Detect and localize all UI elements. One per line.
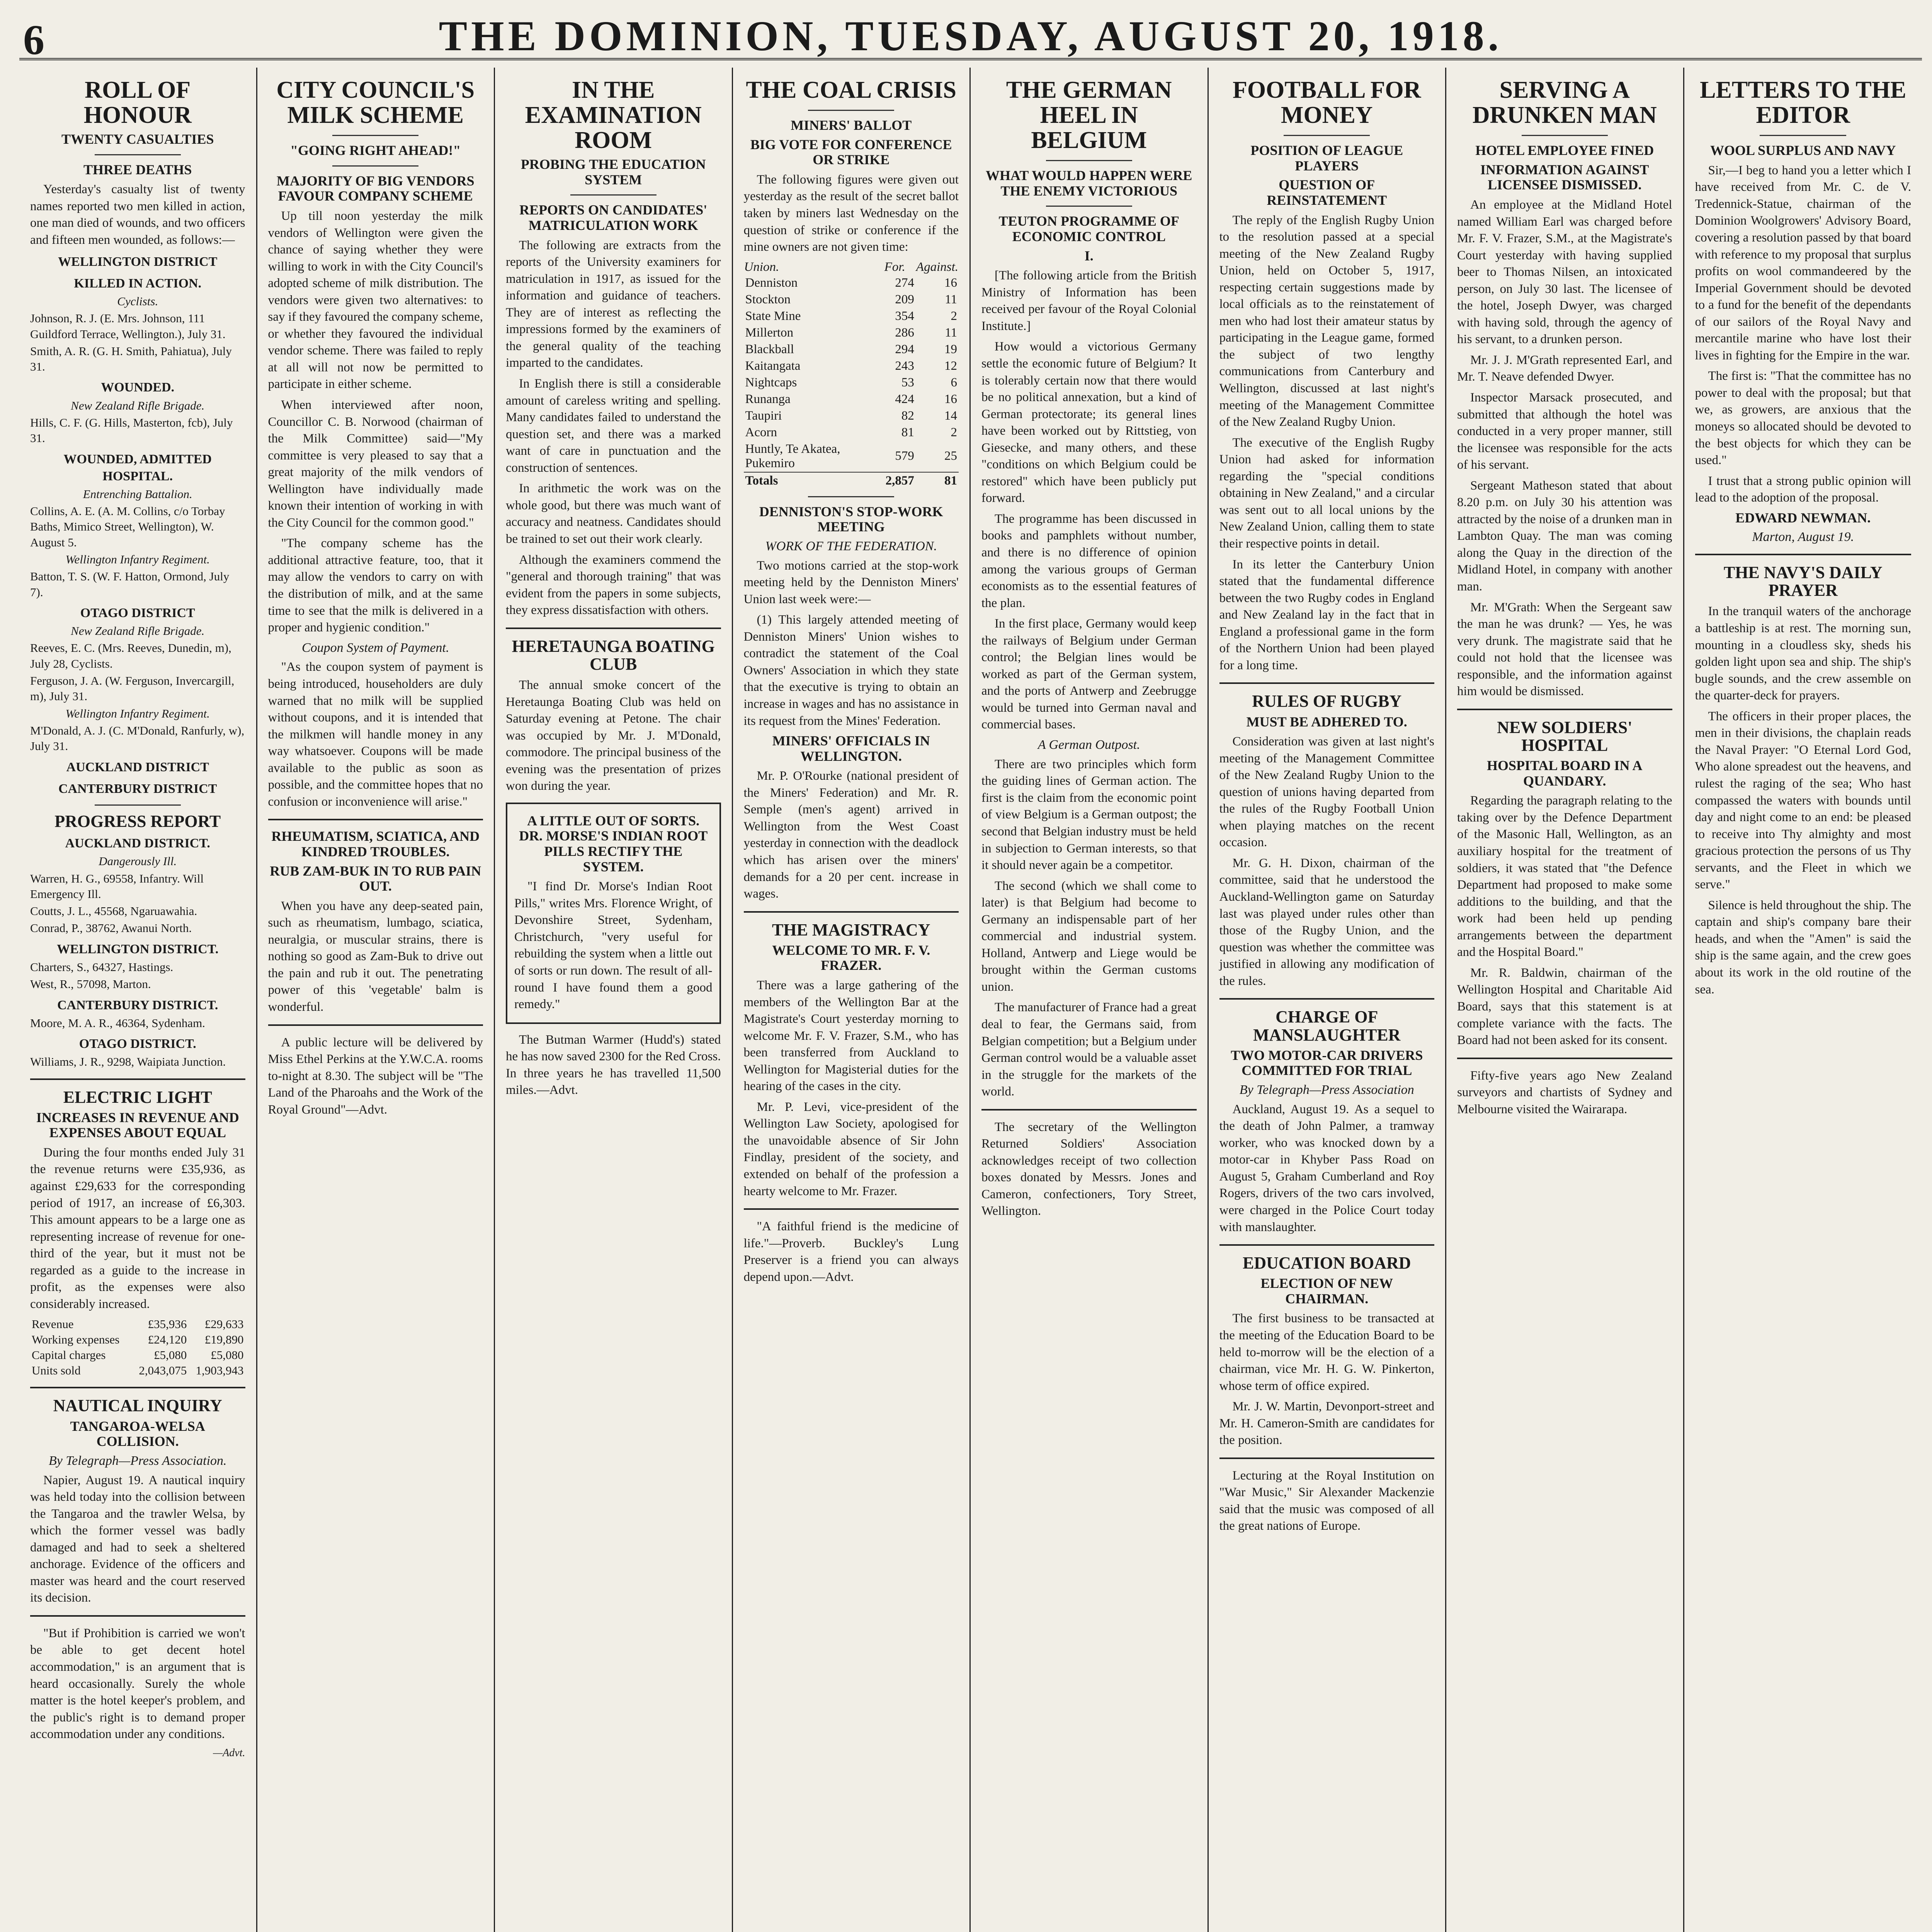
unit-label: New Zealand Rifle Brigade. xyxy=(71,624,205,638)
divider xyxy=(1219,1458,1435,1459)
article-subhead: BIG VOTE FOR CONFERENCE OR STRIKE xyxy=(750,136,952,168)
divider xyxy=(506,628,721,629)
article-headline: HERETAUNGA BOATING CLUB xyxy=(512,636,715,673)
divider xyxy=(30,1078,245,1080)
table-cell: Stockton xyxy=(745,292,791,306)
article-subhead: INCREASES IN REVENUE AND EXPENSES ABOUT EQUAL xyxy=(36,1109,239,1141)
paragraph: I trust that a strong public opinion will lead to the adoption of the proposal. xyxy=(1695,474,1911,505)
paragraph: The first business to be transacted at the meeting of the Education Board to be held to-morrow will be the election of a chairman, vice Mr. H. G. W. Pinkerton, whose term of office expired. xyxy=(1219,1311,1434,1393)
byline: By Telegraph—Press Association. xyxy=(48,1453,227,1468)
paragraph: The following are extracts from the reports of the University examiners for matriculation in 1917, as issued for the information and guidance of teachers. They are of interest as reflecting the impressions formed by the examiners of the general quality of the teaching imparted to the candidates. xyxy=(506,238,721,370)
article-subhead: PROBING THE EDUCATION SYSTEM xyxy=(520,156,706,187)
divider xyxy=(1219,1244,1435,1246)
article-subhead: WOOL SURPLUS AND NAVY xyxy=(1710,143,1896,158)
progress-entry: Williams, J. R., 9298, Waipiata Junction. xyxy=(30,1055,226,1069)
letter-signature: EDWARD NEWMAN. xyxy=(1735,510,1871,526)
paragraph: Sergeant Matheson stated that about 8.20 p.m. on July 30 his attention was attracted by the noise of a drunken man in Lambton Quay. The man was coming along the Quay in the direction of the Midland Hotel, in company with another man. xyxy=(1457,478,1672,594)
district-heading: AUCKLAND DISTRICT xyxy=(66,760,209,774)
article-headline: NEW SOLDIERS' HOSPITAL xyxy=(1497,718,1633,755)
divider xyxy=(30,1387,245,1388)
table-cell: £19,890 xyxy=(204,1333,244,1347)
paragraph: During the four months ended July 31 the revenue returns were £35,936, as against £29,633 for the corresponding period of 1917, an increase of £6,303. This amount appears to be a large one as representing increase of revenue for one-third of the year, but it must not be regarded as a guide to the increase in profit, as the expenses were also considerably increased. xyxy=(30,1145,245,1311)
table-cell: 294 xyxy=(895,342,914,356)
column-header: Union. xyxy=(744,260,779,274)
casualty-entry: Collins, A. E. (A. M. Collins, c/o Torbay Baths, Mimico Street, Wellington), W. August 5. xyxy=(30,504,225,549)
article-body xyxy=(981,756,1197,1100)
table-row xyxy=(744,441,959,472)
paragraph: In the tranquil waters of the anchorage a battleship is at rest. The morning sun, mounting in a cloudless sky, sheds his golden light upon sea and ship. The ship's bugle sounds, and the crew assemble on the quarter-deck for prayers. xyxy=(1695,604,1911,703)
article-headline: FOOTBALL FOR MONEY xyxy=(1233,77,1421,129)
paragraph: Mr. J. W. Martin, Devonport-street and Mr. H. Cameron-Smith are candidates for the position. xyxy=(1219,1400,1434,1447)
article-body xyxy=(1457,793,1672,1049)
article-subhead: WELCOME TO MR. F. V. FRAZER. xyxy=(772,942,930,973)
page-number: 6 xyxy=(23,16,44,63)
table-row xyxy=(744,275,959,291)
article-body xyxy=(268,208,483,636)
table-cell: £35,936 xyxy=(148,1317,187,1331)
divider xyxy=(1219,998,1435,1000)
progress-entry: West, R., 57098, Marton. xyxy=(30,977,151,991)
table-cell: 11 xyxy=(945,292,957,306)
paragraph: A public lecture will be delivered by Miss Ethel Perkins at the Y.W.C.A. rooms to-night at 8.30. The subject will be "The Land of the Pharoahs and the Work of the Royal Ground"—Advt. xyxy=(268,1035,483,1117)
advertisement xyxy=(981,1119,1197,1220)
table-cell: 81 xyxy=(916,472,959,489)
paragraph: Mr. G. H. Dixon, chairman of the committee, said that he understood the Auckland-Wellington game on Saturday last was played under rules other than those of the Rugby Union, and the question was whether the committee was justified in allowing any modification of the rules. xyxy=(1219,856,1434,988)
advertisement xyxy=(1219,1468,1435,1535)
casualty-category: KILLED IN ACTION. xyxy=(74,276,202,291)
article-body xyxy=(744,977,959,1200)
paragraph: "As the coupon system of payment is being introduced, householders are duly warned that no milk will be supplied without coupons, and it is intended that the milkmen will handle money in any way whatsoever. Coupons will be made available to the public as soon as possible, and the committee hopes that no confusion or inconvenience will arise." xyxy=(268,660,483,809)
advertisement xyxy=(268,1034,483,1119)
table-row xyxy=(744,308,959,325)
article-headline: NAUTICAL INQUIRY xyxy=(53,1396,222,1415)
progress-entry: Moore, M. A. R., 46364, Sydenham. xyxy=(30,1016,205,1030)
article-body xyxy=(506,677,721,795)
table-cell: Working expenses xyxy=(32,1333,120,1347)
divider xyxy=(1219,682,1435,684)
paragraph: An employee at the Midland Hotel named William Earl was charged before Mr. F. V. Frazer, S.M., at the Magistrate's Court yesterday with having supplied beer to Thomas Nilsen, an intoxicated person, on July 30 last. The licensee of the hotel, Joseph Dwyer, was charged with having sold, through the agency of his servant, to a drunken person. xyxy=(1457,197,1672,347)
table-row xyxy=(744,358,959,374)
paragraph: The secretary of the Wellington Returned Soldiers' Association acknowledges receipt of two collection boxes donated by Messrs. Jones and Cameron, confectioners, Tory Street, Wellington. xyxy=(981,1120,1197,1218)
column-5 xyxy=(971,68,1209,1932)
paragraph: Regarding the paragraph relating to the taking over by the Defence Department of the Masonic Hall, Wellington, as an auxiliary hospital for the treatment of soldiers, it was stated that "the Defence Department had proposed to make some additions to the building, and that the work had been held up pending arrangements between the department and the Hospital Board." xyxy=(1457,794,1672,959)
article-headline: CHARGE OF MANSLAUGHTER xyxy=(1253,1007,1401,1044)
article-body xyxy=(981,267,1197,733)
paragraph: Mr. J. J. M'Grath represented Earl, and Mr. T. Neave defended Dwyer. xyxy=(1457,353,1672,384)
table-cell: 81 xyxy=(901,425,914,439)
table-cell: Runanga xyxy=(745,392,791,406)
advertisement xyxy=(506,1032,721,1099)
divider xyxy=(981,1109,1197,1111)
table-row xyxy=(30,1332,245,1347)
article-headline: SERVING A DRUNKEN MAN xyxy=(1472,77,1657,129)
divider xyxy=(1046,206,1132,207)
table-cell: 14 xyxy=(944,408,957,423)
article-body xyxy=(744,172,959,256)
column-4 xyxy=(733,68,971,1932)
article-headline: IN THE EXAMINATION ROOM xyxy=(525,77,702,154)
table-cell: Acorn xyxy=(745,425,777,439)
status-label: Dangerously Ill. xyxy=(99,854,177,868)
table-cell: Denniston xyxy=(745,276,798,290)
article-subhead: MINERS' BALLOT xyxy=(791,117,912,133)
table-cell: Capital charges xyxy=(32,1348,106,1362)
article-subhead: ELECTION OF NEW CHAIRMAN. xyxy=(1260,1276,1393,1306)
article-headline: THE NAVY'S DAILY PRAYER xyxy=(1723,563,1883,600)
paragraph: Fifty-five years ago New Zealand surveyors and chartists of Sydney and Melbourne visited the Wairarapa. xyxy=(1457,1068,1672,1116)
district-heading: OTAGO DISTRICT xyxy=(80,605,195,620)
table-cell: 424 xyxy=(895,392,914,406)
divider xyxy=(30,1615,245,1617)
byline: By Telegraph—Press Association xyxy=(1239,1082,1414,1097)
table-cell: 25 xyxy=(944,449,957,463)
divider xyxy=(570,194,656,196)
table-cell: 2,857 xyxy=(884,472,916,489)
paragraph: Inspector Marsack prosecuted, and submitted that although the hotel was conducted in a very proper manner, still the licensee was responsible for the acts of his servant. xyxy=(1457,390,1672,472)
unit-label: New Zealand Rifle Brigade. xyxy=(71,398,205,412)
table-cell: 16 xyxy=(944,276,957,290)
paragraph: The second (which we shall come to later) is that Belgium had become to Germany an indispensable part of her commercial and industrial system. Holland, Antwerp and Liege would be brought within the German customs union. xyxy=(981,879,1197,994)
casualty-entry: Johnson, R. J. (E. Mrs. Johnson, 111 Guildford Terrace, Wellington.), July 31. xyxy=(30,311,226,341)
casualty-category: WOUNDED. xyxy=(101,380,175,395)
section-subhead: WORK OF THE FEDERATION. xyxy=(765,539,937,553)
article-subhead: QUESTION OF REINSTATEMENT xyxy=(1267,177,1387,208)
divider xyxy=(744,1208,959,1210)
article-headline: LETTERS TO THE EDITOR xyxy=(1700,77,1906,129)
article-subhead: TANGAROA-WELSA COLLISION. xyxy=(70,1418,205,1449)
table-row xyxy=(744,408,959,424)
table-cell: 243 xyxy=(895,359,914,373)
paragraph: In its letter the Canterbury Union stated that the fundamental difference between the two Rugby codes in England and New Zealand lay in the fact that in England a professional game in the form of the Northern Union had been played for a long time. xyxy=(1219,557,1434,672)
divider xyxy=(1046,160,1132,161)
revenue-table xyxy=(30,1316,245,1378)
table-cell: 53 xyxy=(901,375,914,389)
district-heading: WELLINGTON DISTRICT. xyxy=(57,942,219,956)
paragraph: (1) This largely attended meeting of Denniston Miners' Union wishes to contradict the statement of the Coal Owners' Association in which they state that the executive is trying to obtain an increase in wages and has no assistance in its request from the Mines' Federation. xyxy=(743,613,959,728)
section-number: I. xyxy=(1084,248,1094,264)
table-cell: 2,043,075 xyxy=(139,1364,187,1378)
paragraph: There was a large gathering of the members of the Wellington Bar at the Magistrate's Court yesterday morning to welcome Mr. F. V. Frazer, S.M., who has been transferred from Auckland to Wellington for Magisterial duties for the hearing of the cases in the city. xyxy=(743,978,959,1094)
article-headline: ROLL OF HONOUR xyxy=(83,77,192,129)
progress-entry: Warren, H. G., 69558, Infantry. Will Emergency Ill. xyxy=(30,871,204,901)
paragraph: When you have any deep-seated pain, such as rheumatism, lumbago, sciatica, neuralgia, or muscular strains, there is nothing so good as Zam-Buk to drive out the pain and rub it out. The penetrating power of this 'vegetable' balm is wonderful. xyxy=(268,899,483,1014)
table-header-row xyxy=(744,260,959,275)
section-subhead: MINERS' OFFICIALS IN WELLINGTON. xyxy=(772,733,930,764)
casualty-list xyxy=(30,253,245,798)
article-body xyxy=(1219,212,1435,674)
page-columns xyxy=(19,68,1922,1932)
article-headline: THE MAGISTRACY xyxy=(772,920,930,939)
unit-label: Wellington Infantry Regiment. xyxy=(65,553,210,566)
ballot-table xyxy=(744,260,959,489)
casualty-entry: Hills, C. F. (G. Hills, Masterton, fcb), July 31. xyxy=(30,415,233,445)
letter-body xyxy=(1695,162,1912,507)
article-subhead: REPORTS ON CANDIDATES' MATRICULATION WORK xyxy=(519,202,707,233)
divider xyxy=(1457,709,1672,710)
paragraph: [The following article from the British Ministry of Information has been received per favour of the Royal Colonial Institute.] xyxy=(981,269,1197,333)
district-heading: OTAGO DISTRICT. xyxy=(79,1037,196,1051)
table-cell: Taupiri xyxy=(745,408,782,423)
column-8 xyxy=(1684,68,1922,1932)
casualty-entry: M'Donald, A. J. (C. M'Donald, Ranfurly, w), July 31. xyxy=(30,723,245,753)
article-body xyxy=(744,768,959,902)
paragraph: "But if Prohibition is carried we won't be able to get decent hotel accommodation," is an argument that is heard occasionally. Surely the whole matter is the hotel keeper's problem, and the public's right is to demand proper accommodation under any conditions. xyxy=(30,1626,245,1742)
table-row xyxy=(30,1316,245,1332)
district-heading: AUCKLAND DISTRICT. xyxy=(65,836,210,851)
district-heading: CANTERBURY DISTRICT. xyxy=(57,998,218,1012)
article-subhead: "GOING RIGHT AHEAD!" xyxy=(290,143,461,158)
table-cell: Huntly, Te Akatea, Pukemiro xyxy=(745,442,840,470)
paragraph: The first is: "That the committee has no power to deal with the proposal; but that we, as growers, are anxious that the moneys so allocated should be devoted to the best objects for which they can be used." xyxy=(1695,369,1911,468)
table-row xyxy=(744,374,959,391)
advertisement xyxy=(744,1218,959,1286)
paragraph: The executive of the English Rugby Union had asked for information regarding the "special conditions obtaining in New Zealand," and a circular was sent out to all local unions by the New Zealand Union, calling them to state their respective points in detail. xyxy=(1219,435,1434,551)
table-cell: 6 xyxy=(951,375,957,389)
advertisement xyxy=(30,1625,245,1743)
article-headline: THE COAL CRISIS xyxy=(746,77,956,103)
table-cell: 579 xyxy=(895,449,914,463)
article-subhead: TWENTY CASUALTIES xyxy=(61,131,214,147)
newspaper-title: THE DOMINION, TUESDAY, AUGUST 20, 1918. xyxy=(439,12,1503,60)
paragraph: The officers in their proper places, the men in their divisions, the chaplain reads the Naval Prayer: "O Eternal Lord God, Who alone spreadest out the heavens, and rulest the raging of the sea; Who hast compassed the waters with bounds until day and night come to an end: be pleased to receive into Thy almighty and most gracious protection the persons of us Thy servants, and the Fleet in which we serve." xyxy=(1695,709,1911,892)
article-subhead: MAJORITY OF BIG VENDORS FAVOUR COMPANY SCHEME xyxy=(276,173,474,204)
casualty-entry: Ferguson, J. A. (W. Ferguson, Invercargill, m), July 31. xyxy=(30,674,235,703)
table-row xyxy=(744,291,959,308)
progress-entry: Conrad, P., 38762, Awanui North. xyxy=(30,921,192,935)
table-cell: 11 xyxy=(945,325,957,340)
article-headline: CITY COUNCIL'S MILK SCHEME xyxy=(276,77,475,129)
article-subhead: POSITION OF LEAGUE PLAYERS xyxy=(1250,143,1403,173)
paragraph: The reply of the English Rugby Union to the resolution passed at a special meeting of the New Zealand Rugby Union, held on October 5, 1917, respecting certain suggestions made by local officials as to the reinstatement of men who had lost their amateur status by participating in the League game, formed the subject of two lengthy communications from Canterbury and Wellington, discussed at last night's meeting of the Management Committee of the New Zealand Rugby Union. xyxy=(1219,213,1434,429)
article-subhead: INFORMATION AGAINST LICENSEE DISMISSED. xyxy=(1480,162,1649,193)
article-body xyxy=(30,1472,245,1607)
article-body xyxy=(744,558,959,730)
masthead xyxy=(19,12,1922,63)
divider xyxy=(1695,554,1912,555)
article-headline: PROGRESS REPORT xyxy=(54,811,221,831)
table-row xyxy=(744,391,959,408)
section-subhead: A German Outpost. xyxy=(1037,738,1140,752)
article-body xyxy=(30,181,245,248)
column-7 xyxy=(1446,68,1684,1932)
column-3 xyxy=(495,68,733,1932)
article-body xyxy=(1219,1310,1435,1449)
article-body xyxy=(1457,197,1672,700)
advertisement-body xyxy=(514,878,713,1013)
casualty-category: WOUNDED, ADMITTED HOSPITAL. xyxy=(63,452,212,483)
table-cell: 274 xyxy=(895,276,914,290)
article-headline: ELECTRIC LIGHT xyxy=(63,1087,212,1107)
table-cell: £29,633 xyxy=(204,1317,244,1331)
paragraph: "A faithful friend is the medicine of life."—Proverb. Buckley's Lung Preserver is a friend you can always depend upon.—Advt. xyxy=(743,1219,959,1284)
paragraph: Mr. M'Grath: When the Sergeant saw the man he was drunk? — Yes, he was very drunk. The magistrate said that he could not hold that the licensee was responsible, and the information against him would be dismissed. xyxy=(1457,600,1672,699)
paragraph: How would a victorious Germany settle the economic future of Belgium? It is tolerably certain now that there would be no political annexation, but a kind of German protectorate; its general lines have been worked out by Rittstieg, von Giesecke, and many others, and these "conditions on which Belgium could be restored" which have been publicly put forward. xyxy=(981,340,1197,505)
table-cell: 209 xyxy=(895,292,914,306)
paragraph: "The company scheme has the additional attractive feature, too, that it may allow the vendors to carry on with the distribution of milk, and at the same time to see that the milk is delivered in a proper and hygienic condition." xyxy=(268,536,483,635)
article-subhead: RUB ZAM-BUK IN TO RUB PAIN OUT. xyxy=(270,863,481,894)
progress-entry: Coutts, J. L., 45568, Ngaruawahia. xyxy=(30,904,197,918)
table-cell: 82 xyxy=(901,408,914,423)
article-body xyxy=(268,898,483,1016)
advertisement xyxy=(1457,1068,1672,1118)
unit-label: Cyclists. xyxy=(117,294,158,308)
divider xyxy=(744,911,959,913)
table-cell: 1,903,943 xyxy=(196,1364,244,1378)
table-row xyxy=(30,1363,245,1378)
casualty-entry: Smith, A. R. (G. H. Smith, Pahiatua), July 31. xyxy=(30,344,232,374)
table-cell: 354 xyxy=(895,309,914,323)
table-cell: 16 xyxy=(944,392,957,406)
advertisement-headline: A LITTLE OUT OF SORTS. DR. MORSE'S INDIAN ROOT PILLS RECTIFY THE SYSTEM. xyxy=(519,813,708,874)
article-subhead: HOSPITAL BOARD IN A QUANDARY. xyxy=(1487,758,1643,789)
table-cell: 19 xyxy=(944,342,957,356)
article-body xyxy=(30,1145,245,1313)
casualty-entry: Batton, T. S. (W. F. Hatton, Ormond, July 7). xyxy=(30,570,230,599)
divider xyxy=(808,496,894,497)
divider xyxy=(808,110,894,111)
letter-dateline: Marton, August 19. xyxy=(1752,530,1854,544)
article-subhead: TWO MOTOR-CAR DRIVERS COMMITTED FOR TRIAL xyxy=(1231,1047,1423,1078)
article-headline: DENNISTON'S STOP-WORK MEETING xyxy=(759,503,943,535)
table-cell: 12 xyxy=(944,359,957,373)
paragraph: Napier, August 19. A nautical inquiry was held today into the collision between the Tangaroa and the trawler Welsa, by which the former vessel was badly damaged and had to seek a sheltered anchorage. Evidence of the officers and master was heard and the court reserved its decision. xyxy=(30,1473,245,1605)
divider xyxy=(1284,135,1370,136)
section-subhead: Coupon System of Payment. xyxy=(302,640,449,655)
table-row xyxy=(744,341,959,358)
article-subhead: WHAT WOULD HAPPEN WERE THE ENEMY VICTORIOUS xyxy=(986,168,1192,199)
table-row xyxy=(744,424,959,441)
article-subhead: THREE DEATHS xyxy=(83,162,192,177)
article-headline: THE GERMAN HEEL IN BELGIUM xyxy=(1006,77,1172,154)
table-cell: Millerton xyxy=(745,325,794,340)
table-cell: Units sold xyxy=(32,1364,81,1378)
unit-label: Wellington Infantry Regiment. xyxy=(65,706,210,720)
table-cell: £5,080 xyxy=(211,1348,244,1362)
article-body xyxy=(268,659,483,810)
paragraph: In arithmetic the work was on the whole good, but there was much want of accuracy and neatness. Candidates should be trained to set out their work clearly. xyxy=(506,481,721,546)
paragraph: The Butman Warmer (Hudd's) stated he has now saved 2300 for the Red Cross. In three years he has travelled 11,500 miles.—Advt. xyxy=(506,1032,721,1097)
paragraph: Mr. P. Levi, vice-president of the Wellington Law Society, apologised for the unavoidable absence of Sir John Findlay, president of the society, and extended on behalf of the profession a hearty welcome to Mr. Frazer. xyxy=(743,1100,959,1198)
article-subhead: TEUTON PROGRAMME OF ECONOMIC CONTROL xyxy=(998,213,1179,245)
divider xyxy=(1522,135,1608,136)
article-headline: RHEUMATISM, SCIATICA, AND KINDRED TROUBLES. xyxy=(271,828,480,859)
article-body xyxy=(1219,1101,1435,1236)
divider xyxy=(268,1024,483,1026)
paragraph: Silence is held throughout the ship. The captain and ship's company bare their heads, and when the "Amen" is said the ship is the same again, and the crew goes about its work in the old routine of the sea. xyxy=(1695,898,1911,997)
divider xyxy=(332,165,418,167)
paragraph: Up till noon yesterday the milk vendors of Wellington were given the chance of saying whether they were willing to work in with the City Council's adopted scheme of milk distribution. The vendors were given two alternatives: to say if they favoured the company scheme, or whether they favoured the individual vendor scheme. There was failed to reply at all will not now be permitted to participate in either scheme. xyxy=(268,209,483,391)
paragraph: Mr. R. Baldwin, chairman of the Wellington Hospital and Charitable Aid Board, says that this statement is at complete variance with the facts. The Board had not been asked for its consent. xyxy=(1457,966,1672,1048)
advt-marker: —Advt. xyxy=(213,1747,245,1759)
table-cell: £24,120 xyxy=(148,1333,187,1347)
paragraph: Mr. P. O'Rourke (national president of the Miners' Federation) and Mr. R. Semple (men's agent) arrived in Wellington from the West Coast yesterday in connection with the deadlock which has arisen over the miners' demands for a 20 per cent. increase in wages. xyxy=(743,769,959,901)
table-cell: Totals xyxy=(744,472,884,489)
table-row xyxy=(744,325,959,341)
paragraph: Although the examiners commend the "general and thorough training" that was evident from the papers in some subjects, they express dissatisfaction with others. xyxy=(506,553,721,617)
divider xyxy=(1760,135,1846,136)
casualty-entry: Reeves, E. C. (Mrs. Reeves, Dunedin, m), July 28, Cyclists. xyxy=(30,641,231,670)
article-headline: EDUCATION BOARD xyxy=(1242,1253,1411,1273)
paragraph: Consideration was given at last night's meeting of the Management Committee of the New Zealand Rugby Union to the question of unions having departed from the rules of the Rugby Football Union when playing matches on the recent occasion. xyxy=(1219,735,1434,850)
paragraph: In the first place, Germany would keep the railways of Belgium under German control; the Belgian lines would be worked as part of the German system, and the ports of Antwerp and Zeebrugge would be turned into German naval and commercial bases. xyxy=(981,617,1197,732)
paragraph: The programme has been discussed in books and pamphlets without number, and there is no difference of opinion among the various groups of German economists as to the essential features of the plan. xyxy=(981,512,1197,610)
article-headline: RULES OF RUGBY xyxy=(1252,692,1402,711)
table-cell: Nightcaps xyxy=(745,375,797,389)
table-cell: Kaitangata xyxy=(745,359,801,373)
divider xyxy=(95,154,181,155)
article-body xyxy=(1219,733,1435,990)
paragraph: The manufacturer of France had a great deal to fear, the Germans said, from Belgian competition; but a Belgium under German control would be a valuable asset in the struggle for the markets of the world. xyxy=(981,1000,1197,1099)
ballot-rows xyxy=(744,275,959,472)
article-subhead: MUST BE ADHERED TO. xyxy=(1246,714,1407,730)
table-cell: 286 xyxy=(895,325,914,340)
paragraph: Lecturing at the Royal Institution on "War Music," Sir Alexander Mackenzie said that the music was composed of all the great nations of Europe. xyxy=(1219,1468,1434,1533)
divider xyxy=(95,804,181,806)
column-header: Against. xyxy=(916,260,958,274)
unit-label: Entrenching Battalion. xyxy=(83,487,192,501)
paragraph: The following figures were given out yesterday as the result of the secret ballot taken by miners last Wednesday on the question of strike or conference if the mine owners are not given time: xyxy=(743,172,959,254)
column-2 xyxy=(257,68,495,1932)
article-body xyxy=(506,237,721,619)
divider xyxy=(1457,1058,1672,1059)
column-header: For. xyxy=(884,260,905,274)
paragraph: Two motions carried at the stop-work meeting held by the Denniston Miners' Union last week were:— xyxy=(743,558,959,606)
district-heading: CANTERBURY DISTRICT xyxy=(58,781,217,796)
paragraph: Sir,—I beg to hand you a letter which I have received from Mr. C. de V. Tredennick-Statue, chairman of the Dominion Woolgrowers' Advisory Board, covering a resolution passed by that board with reference to my proposal that surplus profits on wool commandeered by the Imperial Government should be devoted to a fund for the benefit of the dependants of our sailors of the Royal Navy and mercantile marine who have lost their lives in fighting for the Empire in the war. xyxy=(1695,163,1911,362)
table-row xyxy=(30,1347,245,1363)
table-cell: Revenue xyxy=(32,1317,74,1331)
table-cell: 2 xyxy=(951,309,957,323)
column-6 xyxy=(1209,68,1447,1932)
paragraph: In English there is still a considerable amount of careless writing and spelling. Many candidates failed to understand the question set, and there was a marked want of care in punctuation and the construction of sentences. xyxy=(506,377,721,475)
divider xyxy=(332,135,418,136)
table-cell: £5,080 xyxy=(154,1348,187,1362)
article-subhead: HOTEL EMPLOYEE FINED xyxy=(1475,143,1654,158)
column-1 xyxy=(19,68,257,1932)
table-cell: 2 xyxy=(951,425,957,439)
table-cell: State Mine xyxy=(745,309,801,323)
paragraph: There are two principles which form the guiding lines of German action. The first is the claim from the economic point of view Belgium is a German outpost; the second that Belgian industry must be held in subjection to German interests, so that it should never again be a competitor. xyxy=(981,757,1197,872)
progress-entry: Charters, S., 64327, Hastings. xyxy=(30,960,173,974)
paragraph: "I find Dr. Morse's Indian Root Pills," writes Mrs. Florence Wright, of Devonshire Street, Sydenham, Christchurch, "very useful for rebuilding the system when a little out of sorts or run down. The result of all-round I have found them a good remedy." xyxy=(514,879,713,1012)
progress-list xyxy=(30,835,245,1070)
total-row xyxy=(744,472,959,489)
paragraph: Yesterday's casualty list of twenty names reported two men killed in action, one man died of wounds, and two officers and fifteen men wounded, as follows:— xyxy=(30,182,245,247)
paragraph: The annual smoke concert of the Heretaunga Boating Club was held on Saturday evening at Petone. The chair was occupied by Mr. J. M'Donald, commodore. The principal business of the evening was the presentation of prizes won during the year. xyxy=(506,678,721,793)
table-cell: Blackball xyxy=(745,342,794,356)
article-body xyxy=(1695,603,1912,998)
paragraph: Auckland, August 19. As a sequel to the death of John Palmer, a tramway worker, who was knocked down by a motor-car in Khyber Pass Road on August 5, Graham Cumberland and Roy Rogers, drivers of the two cars involved, were charged in the Police Court today with manslaughter. xyxy=(1219,1102,1434,1234)
paragraph: When interviewed after noon, Councillor C. B. Norwood (chairman of the Milk Committee) said—"My committee is very pleased to say that a great majority of the milk vendors of Wellington have individually made known their intention of working in with the City Council for the common good." xyxy=(268,398,483,530)
district-heading: WELLINGTON DISTRICT xyxy=(58,254,218,269)
divider xyxy=(268,819,483,820)
advertisement-box xyxy=(506,803,721,1024)
